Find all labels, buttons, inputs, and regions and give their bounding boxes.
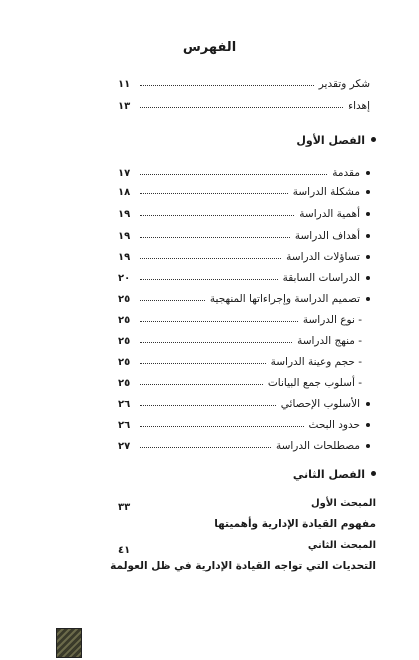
toc-entry-label: - أسلوب جمع البيانات xyxy=(267,377,362,389)
toc-entry[interactable] xyxy=(118,226,370,242)
section-1-title[interactable]: مفهوم القيادة الإدارية وأهميتها xyxy=(214,518,376,530)
dotted-leader xyxy=(140,84,314,86)
dotted-leader xyxy=(140,106,343,108)
toc-entry-label: أهداف الدراسة xyxy=(294,230,360,242)
toc-page-number: ١٩ xyxy=(118,209,131,220)
dotted-leader xyxy=(140,173,327,175)
toc-entry-label: أهمية الدراسة xyxy=(299,208,360,220)
toc-entry-label: إهداء xyxy=(348,100,370,112)
toc-page-number: ٢٥ xyxy=(118,336,131,347)
toc-page-number: ٣٣ xyxy=(118,502,131,513)
dotted-leader xyxy=(140,362,266,364)
toc-entry-label: تصميم الدراسة وإجراءاتها المنهجية xyxy=(209,293,360,305)
dotted-leader xyxy=(140,341,292,343)
toc-subentry[interactable] xyxy=(118,331,370,347)
toc-subentry[interactable] xyxy=(118,373,370,389)
toc-entry[interactable] xyxy=(118,182,370,198)
dotted-leader xyxy=(140,192,288,194)
bullet-icon xyxy=(371,471,376,476)
toc-entry-label: - منهج الدراسة xyxy=(297,335,362,347)
page-title: الفهرس xyxy=(182,40,237,55)
toc-page-number: ٢٧ xyxy=(118,441,131,452)
section-1-heading[interactable]: المبحث الأول xyxy=(310,498,376,509)
toc-page-number: ٢٦ xyxy=(118,420,131,431)
dotted-leader xyxy=(140,446,271,448)
dotted-leader xyxy=(140,299,205,301)
toc-entry-label: تساؤلات الدراسة xyxy=(286,251,360,263)
toc-entry-label: - نوع الدراسة xyxy=(302,314,362,326)
toc-page-number: ٤١ xyxy=(118,545,131,556)
section-2-title[interactable]: التحديات التي تواجه القيادة الإدارية في ظل العولمة xyxy=(110,560,376,572)
toc-entry-label: حدود البحث xyxy=(308,419,360,431)
dotted-leader xyxy=(140,257,281,259)
bullet-icon xyxy=(366,171,370,175)
toc-entry[interactable] xyxy=(118,436,370,452)
toc-entry-label: مقدمة xyxy=(332,167,360,179)
toc-entry-label: الدراسات السابقة xyxy=(282,272,360,284)
dotted-leader xyxy=(140,404,276,406)
chapter-title: الفصل الأول xyxy=(296,134,365,147)
bullet-icon xyxy=(366,423,370,427)
toc-entry[interactable] xyxy=(118,415,370,431)
toc-entry-dedication[interactable] xyxy=(118,96,370,112)
chapter-2-heading[interactable] xyxy=(200,468,376,481)
toc-entry-label: مشكلة الدراسة xyxy=(292,186,360,198)
bullet-icon xyxy=(366,190,370,194)
toc-entry-thanks[interactable] xyxy=(118,74,370,90)
bullet-icon xyxy=(366,255,370,259)
toc-entry-label: الأسلوب الإحصائي xyxy=(280,398,360,410)
bullet-icon xyxy=(366,402,370,406)
toc-page-number: ١١ xyxy=(118,79,131,90)
toc-page-number: ٢٠ xyxy=(118,273,131,284)
dotted-leader xyxy=(140,278,278,280)
toc-entry-label: - حجم وعينة الدراسة xyxy=(270,356,362,368)
toc-page-number: ١٩ xyxy=(118,252,131,263)
bullet-icon xyxy=(366,234,370,238)
toc-entry[interactable] xyxy=(118,247,370,263)
toc-subentry[interactable] xyxy=(118,310,370,326)
toc-entry[interactable] xyxy=(118,204,370,220)
toc-page-number: ١٩ xyxy=(118,231,131,242)
bullet-icon xyxy=(366,212,370,216)
toc-page-number: ٢٥ xyxy=(118,294,131,305)
toc-page-number: ١٣ xyxy=(118,101,131,112)
toc-page-number: ٢٥ xyxy=(118,357,131,368)
dotted-leader xyxy=(140,214,294,216)
chapter-title: الفصل الثاني xyxy=(292,468,365,481)
toc-page-number: ٢٥ xyxy=(118,378,131,389)
toc-page-number: ٢٥ xyxy=(118,315,131,326)
toc-entry[interactable] xyxy=(118,268,370,284)
bullet-icon xyxy=(366,276,370,280)
toc-page-number: ٢٦ xyxy=(118,399,131,410)
bullet-icon xyxy=(366,444,370,448)
toc-entry-label: شكر وتقدير xyxy=(318,78,370,90)
toc-subentry[interactable] xyxy=(118,352,370,368)
dotted-leader xyxy=(140,236,290,238)
bullet-icon xyxy=(371,137,376,142)
toc-entry[interactable] xyxy=(118,394,370,410)
bullet-icon xyxy=(366,297,370,301)
toc-entry-label: مصطلحات الدراسة xyxy=(275,440,360,452)
toc-page-number: ١٧ xyxy=(118,168,131,179)
dotted-leader xyxy=(140,425,304,427)
dotted-leader xyxy=(140,320,298,322)
toc-entry[interactable] xyxy=(118,163,370,179)
dotted-leader xyxy=(140,383,263,385)
toc-entry[interactable] xyxy=(118,289,370,305)
chapter-1-heading[interactable] xyxy=(200,134,376,147)
publisher-logo xyxy=(56,628,82,658)
toc-page-number: ١٨ xyxy=(118,187,131,198)
section-2-heading[interactable]: المبحث الثاني xyxy=(307,540,376,551)
